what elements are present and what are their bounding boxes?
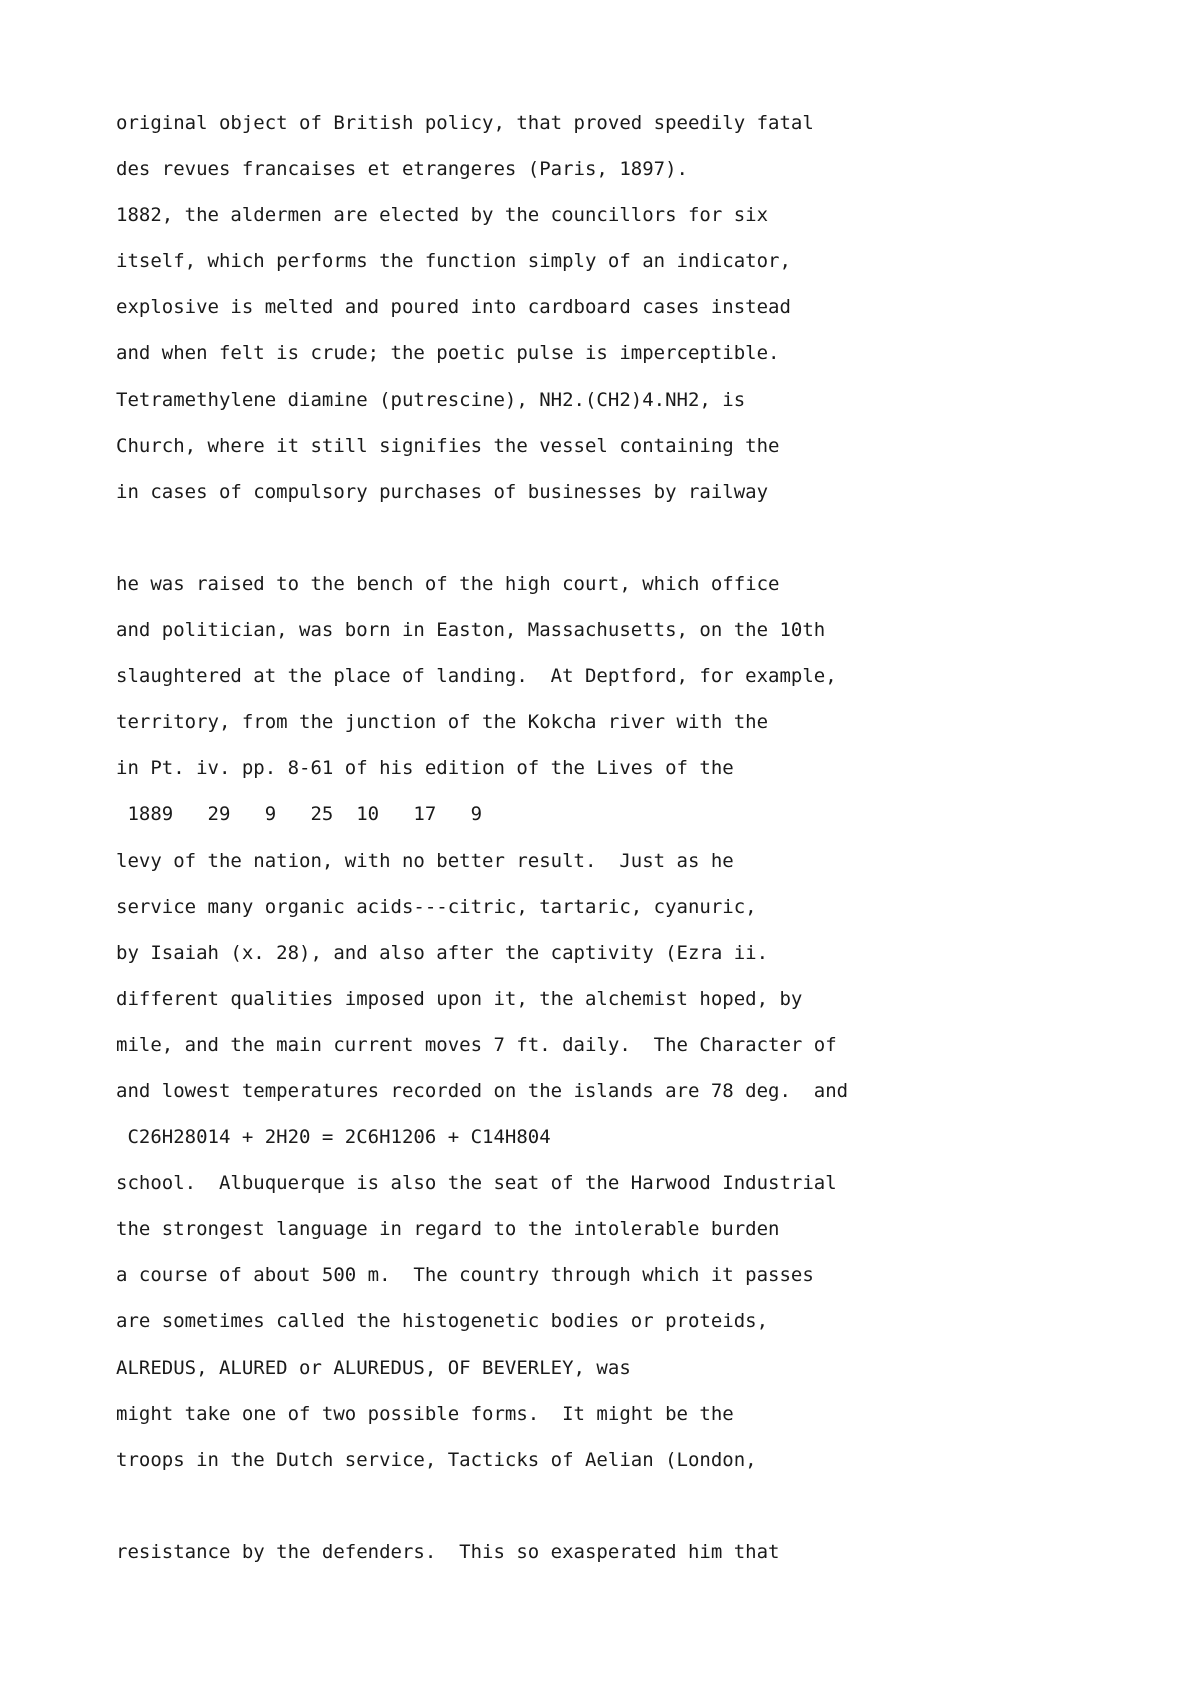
text-line: by Isaiah (x. 28), and also after the captivity (Ezra ii. [116,941,769,964]
text-line: Church, where it still signifies the vessel containing the [116,434,780,457]
text-line: different qualities imposed upon it, the alchemist hoped, by [116,987,803,1010]
text-line: Tetramethylene diamine (putrescine), NH2.(CH2)4.NH2, is [116,388,746,411]
text-line: in Pt. iv. pp. 8-61 of his edition of the Lives of the [116,757,734,780]
text-line: levy of the nation, with no better result. Just as he [116,849,734,872]
text-line: ALREDUS, ALURED or ALUREDUS, OF BEVERLEY, was [116,1356,631,1379]
text-line: territory, from the junction of the Kokcha river with the [116,711,769,734]
formula-line: C26H28014 + 2H20 = 2C6H1206 + C14H804 [116,1126,551,1149]
text-line: a course of about 500 m. The country through which it passes [116,1264,814,1287]
blank-line [116,1493,1116,1539]
text-line: and when felt is crude; the poetic pulse is imperceptible. [116,342,780,365]
text-line: and lowest temperatures recorded on the islands are 78 deg. and [116,1079,849,1102]
text-line: itself, which performs the function simply of an indicator, [116,250,791,273]
text-line: and politician, was born in Easton, Massachusetts, on the 10th [116,619,826,642]
document-text [116,110,1116,1585]
table-row-text: 1889 29 9 25 10 17 9 [116,803,483,826]
text-line: resistance by the defenders. This so exasperated him that [116,1540,780,1563]
blank-line [116,525,1116,571]
text-line: school. Albuquerque is also the seat of the Harwood Industrial [116,1172,837,1195]
text-line: 1882, the aldermen are elected by the councillors for six [116,204,769,227]
text-line: service many organic acids---citric, tartaric, cyanuric, [116,895,757,918]
text-line: original object of British policy, that proved speedily fatal [116,112,814,134]
text-line: slaughtered at the place of landing. At Deptford, for example, [116,665,837,688]
text-line: mile, and the main current moves 7 ft. daily. The Character of [116,1033,837,1056]
text-line: the strongest language in regard to the intolerable burden [116,1218,780,1241]
text-line: might take one of two possible forms. It might be the [116,1402,734,1425]
text-line: he was raised to the bench of the high court, which office [116,572,780,595]
text-line: are sometimes called the histogenetic bodies or proteids, [116,1310,769,1333]
text-line: explosive is melted and poured into cardboard cases instead [116,296,791,319]
text-line: troops in the Dutch service, Tacticks of Aelian (London, [116,1448,757,1471]
text-line: in cases of compulsory purchases of businesses by railway [116,480,769,503]
text-line: des revues francaises et etrangeres (Paris, 1897). [116,158,688,181]
